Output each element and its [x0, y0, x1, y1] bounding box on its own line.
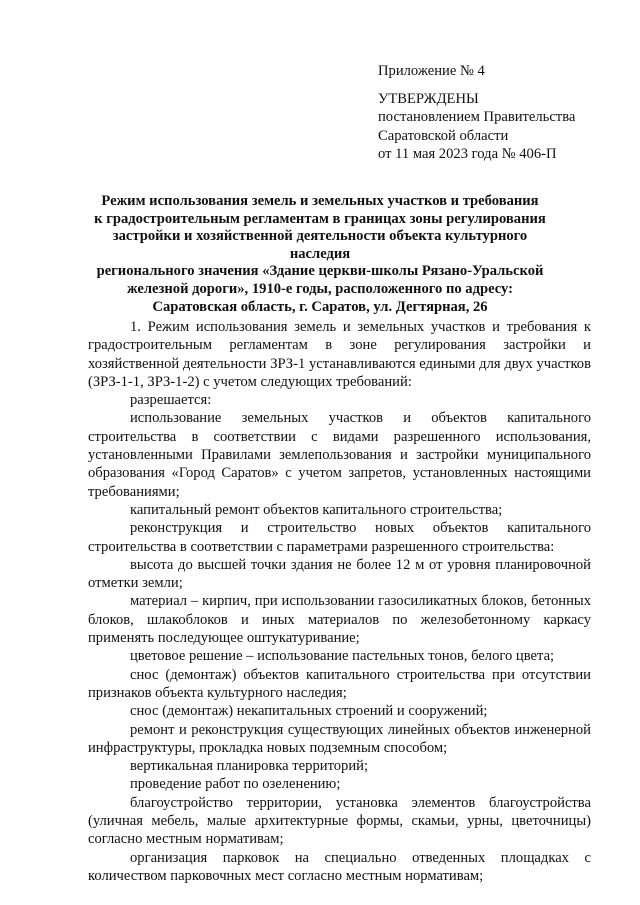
paragraph: реконструкция и строительство новых объектов капитального строительства в соответствии с параметрами разрешенного строительства: — [88, 520, 591, 555]
approved-heading: УТВЕРЖДЕНЫ — [378, 90, 479, 107]
paragraph: вертикальная планировка территорий; — [130, 758, 369, 775]
approved-date-line: от 11 мая 2023 года № 406-П — [378, 146, 557, 162]
paragraph-allowed-heading: разрешается: — [130, 392, 212, 409]
paragraph: снос (демонтаж) некапитальных строений и сооружений; — [130, 703, 488, 720]
title-line: к градостроительным регламентам в границах зоны регулирования — [94, 210, 546, 227]
appendix-number: Приложение № 4 — [378, 63, 485, 79]
document-body — [88, 318, 591, 885]
approved-region-line: Саратовской области — [378, 127, 509, 144]
paragraph-intro: 1. Режим использования земель и земельных участков и требования к градостроительным регламентам в зоне регулирования застройки и хозяйственной деятельности ЗРЗ-1 устанавливаются едиными для двух участков (ЗРЗ-1-1, ЗРЗ-1-2) с учетом следующих требований: — [88, 319, 591, 390]
paragraph: проведение работ по озеленению; — [130, 776, 341, 793]
paragraph: организация парковок на специально отведенных площадках с количеством парковочных мест согласно местным нормативам; — [88, 849, 591, 884]
paragraph: материал – кирпич, при использовании газосиликатных блоков, бетонных блоков, шлакоблоков и иных материалов по железобетонному каркасу применять последующее оштукатуривание; — [88, 593, 591, 647]
paragraph: благоустройство территории, установка элементов благоустройства (уличная мебель, малые архитектурные формы, скамьи, урны, цветочницы) согласно местным нормативам; — [88, 794, 591, 848]
title-line: железной дороги», 1910-е годы, расположенного по адресу: — [126, 280, 514, 297]
title-line: застройки и хозяйственной деятельности объекта культурного наследия — [112, 228, 528, 262]
paragraph: ремонт и реконструкция существующих линейных объектов инженерной инфраструктуры, прокладка новых подземным способом; — [88, 721, 591, 756]
paragraph: цветовое решение – использование пастельных тонов, белого цвета; — [130, 648, 555, 665]
title-line: Саратовская область, г. Саратов, ул. Дегтярная, 26 — [152, 298, 488, 315]
paragraph: снос (демонтаж) объектов капитального строительства при отсутствии признаков объекта культурного наследия; — [88, 666, 591, 701]
title-line: регионального значения «Здание церкви-школы Рязано-Уральской — [96, 263, 544, 280]
paragraph: капитальный ремонт объектов капитального строительства; — [130, 501, 503, 518]
approved-by-line: постановлением Правительства — [378, 109, 576, 125]
paragraph: использование земельных участков и объектов капитального строительства в соответствии с видами разрешенного использования, установленными Правилами землепользования и застройки муниципального образования «Город Саратов» с учетом запретов, установленных настоящими требованиями; — [88, 410, 591, 500]
title-line: Режим использования земель и земельных участков и требования — [101, 193, 539, 209]
approval-block — [378, 62, 575, 164]
document-title — [88, 193, 552, 316]
paragraph: высота до высшей точки здания не более 12 м от уровня планировочной отметки земли; — [88, 556, 591, 592]
